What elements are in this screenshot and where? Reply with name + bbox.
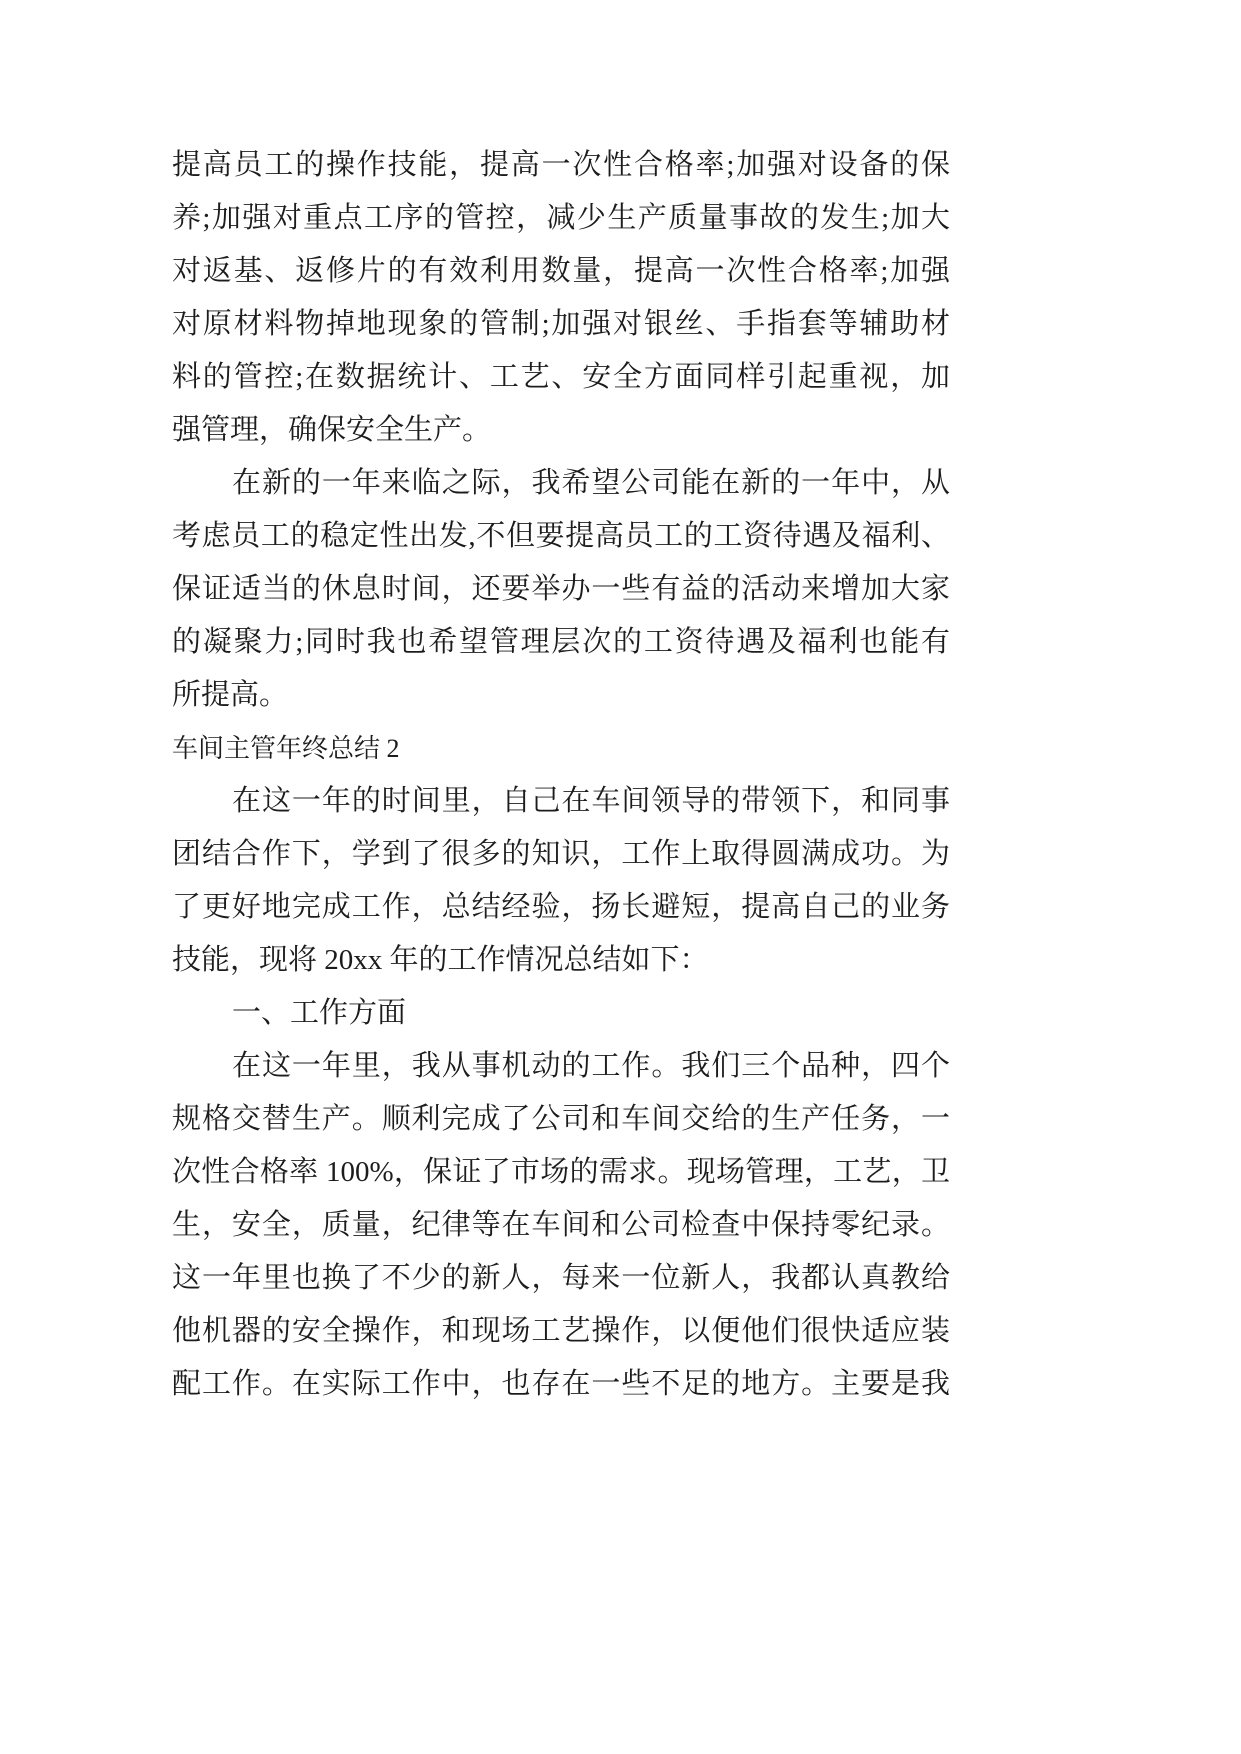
text-line: 在这一年的时间里，自己在车间领导的带领下，和同事 — [232, 785, 950, 817]
text-line: 一、工作方面 — [232, 997, 407, 1029]
text-line: 的凝聚力;同时我也希望管理层次的工资待遇及福利也能有 — [172, 626, 950, 658]
text-line: 考虑员工的稳定性出发,不但要提高员工的工资待遇及福利、 — [172, 520, 950, 552]
text-line: 在新的一年来临之际，我希望公司能在新的一年中，从 — [232, 467, 950, 499]
text-line: 强管理，确保安全生产。 — [172, 414, 492, 446]
paragraph-new-year-hopes — [172, 457, 950, 722]
text-line: 料的管控;在数据统计、工艺、安全方面同样引起重视，加 — [172, 361, 950, 393]
text-line: 对返基、返修片的有效利用数量，提高一次性合格率;加强 — [172, 255, 950, 287]
text-line: 配工作。在实际工作中，也存在一些不足的地方。主要是我 — [172, 1368, 950, 1400]
text-line: 生，安全，质量，纪律等在车间和公司检查中保持零纪录。 — [172, 1209, 950, 1241]
paragraph-work-aspects — [172, 1040, 950, 1411]
text-line: 技能，现将 20xx 年的工作情况总结如下： — [172, 944, 709, 976]
text-line: 他机器的安全操作，和现场工艺操作，以便他们很快适应装 — [172, 1315, 950, 1347]
text-line: 团结合作下，学到了很多的知识，工作上取得圆满成功。为 — [172, 838, 950, 870]
text-line: 提高员工的操作技能，提高一次性合格率;加强对设备的保 — [172, 149, 950, 181]
text-line: 了更好地完成工作，总结经验，扬长避短，提高自己的业务 — [172, 891, 950, 923]
text-line: 在这一年里，我从事机动的工作。我们三个品种，四个 — [232, 1050, 950, 1082]
text-line: 次性合格率 100%，保证了市场的需求。现场管理，工艺，卫 — [172, 1156, 950, 1188]
section-heading: 车间主管年终总结 2 — [172, 734, 400, 763]
text-line: 保证适当的休息时间，还要举办一些有益的活动来增加大家 — [172, 573, 950, 605]
document-body — [172, 139, 950, 1411]
text-line: 规格交替生产。顺利完成了公司和车间交给的生产任务，一 — [172, 1103, 950, 1135]
paragraph-intro — [172, 775, 950, 987]
text-line: 对原材料物掉地现象的管制;加强对银丝、手指套等辅助材 — [172, 308, 950, 340]
text-line: 这一年里也换了不少的新人，每来一位新人，我都认真教给 — [172, 1262, 950, 1294]
subsection-title — [172, 987, 950, 1040]
text-line: 养;加强对重点工序的管控，减少生产质量事故的发生;加大 — [172, 202, 950, 234]
paragraph-continued — [172, 139, 950, 457]
text-line: 所提高。 — [172, 679, 289, 711]
